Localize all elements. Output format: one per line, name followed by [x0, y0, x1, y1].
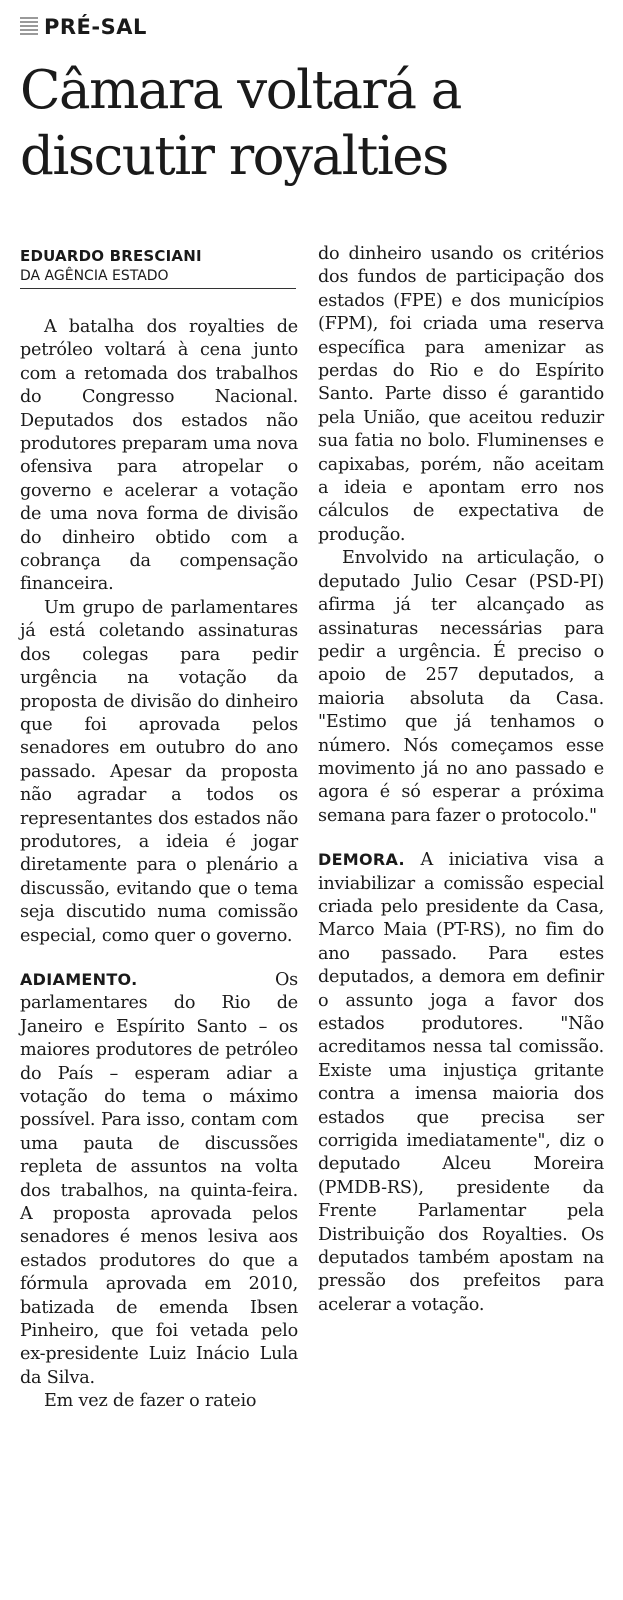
- demora-paragraph: [318, 848, 604, 1317]
- paragraph-2: Um grupo de parlamentares já está coletando assinaturas dos colegas para pedir urgência na votação da proposta de divisão do dinheiro que foi aprovada pelos senadores em outubro do ano passado. Apesar da proposta não agradar a todos os representantes dos estados não produtores, a ideia é jogar diretamente para o plenário a discussão, evitando que o tema seja discutido numa comissão especial, como quer o governo.: [20, 597, 298, 946]
- author-name: EDUARDO BRESCIANI: [20, 247, 202, 265]
- adiamento-subhead: ADIAMENTO.: [20, 969, 138, 989]
- left-column: [20, 316, 298, 1414]
- right-column: [318, 243, 604, 1317]
- section-label: PRÉ-SAL: [44, 15, 147, 39]
- paragraph-1: A batalha dos royalties de petróleo voltará à cena junto com a retomada dos trabalhos do Congresso Nacional. Deputados dos estados não produtores preparam uma nova ofensiva para atropelar o governo e acelerar a votação de uma nova forma de divisão do dinheiro obtido com a cobrança da compensação financeira.: [20, 317, 298, 595]
- paragraph-4-start: Em vez de fazer o rateio: [44, 1391, 257, 1412]
- agency-name: DA AGÊNCIA ESTADO: [20, 266, 296, 289]
- adiamento-paragraph: [20, 968, 298, 1390]
- paragraph-5: Envolvido na articulação, o deputado Julio Cesar (PSD-PI) afirma já ter alcançado as assinaturas necessárias para pedir a urgência. É preciso o apoio de 257 deputados, a maioria absoluta da Casa. "Estimo que já tenhamos o número. Nós começamos esse movimento já no ano passado e agora é só esperar a próxima semana para fazer o protocolo.": [318, 548, 604, 826]
- section-kicker: [20, 14, 147, 40]
- demora-subhead: DEMORA.: [318, 850, 405, 870]
- section-bars-icon: [20, 17, 38, 37]
- headline: Câmara voltará a discutir royalties: [20, 60, 461, 187]
- adiamento-text: Os parlamentares do Rio de Janeiro e Espírito Santo – os maiores produtores de petróleo do País – esperam adiar a votação do tema o máximo possível. Para isso, contam com uma pauta de discussões repleta de assuntos na volta dos trabalhos, na quinta-feira. A proposta aprovada pelos senadores é menos lesiva aos estados produtores do que a fórmula aprovada em 2010, batizada de emenda Ibsen Pinheiro, que foi vetada pelo ex-presidente Luiz Inácio Lula da Silva.: [20, 969, 298, 1388]
- demora-text: A iniciativa visa a inviabilizar a comissão especial criada pelo presidente da Casa, Marco Maia (PT-RS), no fim do ano passado. Para estes deputados, a demora em definir o assunto joga a favor dos estados produtores. "Não acreditamos nessa tal comissão. Existe uma injustiça gritante contra a imensa maioria dos estados que precisa ser corrigida imediatamente", diz o deputado Alceu Moreira (PMDB-RS), presidente da Frente Parlamentar pela Distribuição dos Royalties. Os deputados também apostam na pressão dos prefeitos para acelerar a votação.: [318, 850, 604, 1315]
- paragraph-4-continued: do dinheiro usando os critérios dos fundos de participação dos estados (FPE) e dos municípios (FPM), foi criada uma reserva específica para amenizar as perdas do Rio e do Espírito Santo. Parte disso é garantido pela União, que aceitou reduzir sua fatia no bolo. Fluminenses e capixabas, porém, não aceitam a ideia e apontam erro nos cálculos de expectativa de produção.: [318, 244, 604, 545]
- byline: [20, 246, 296, 289]
